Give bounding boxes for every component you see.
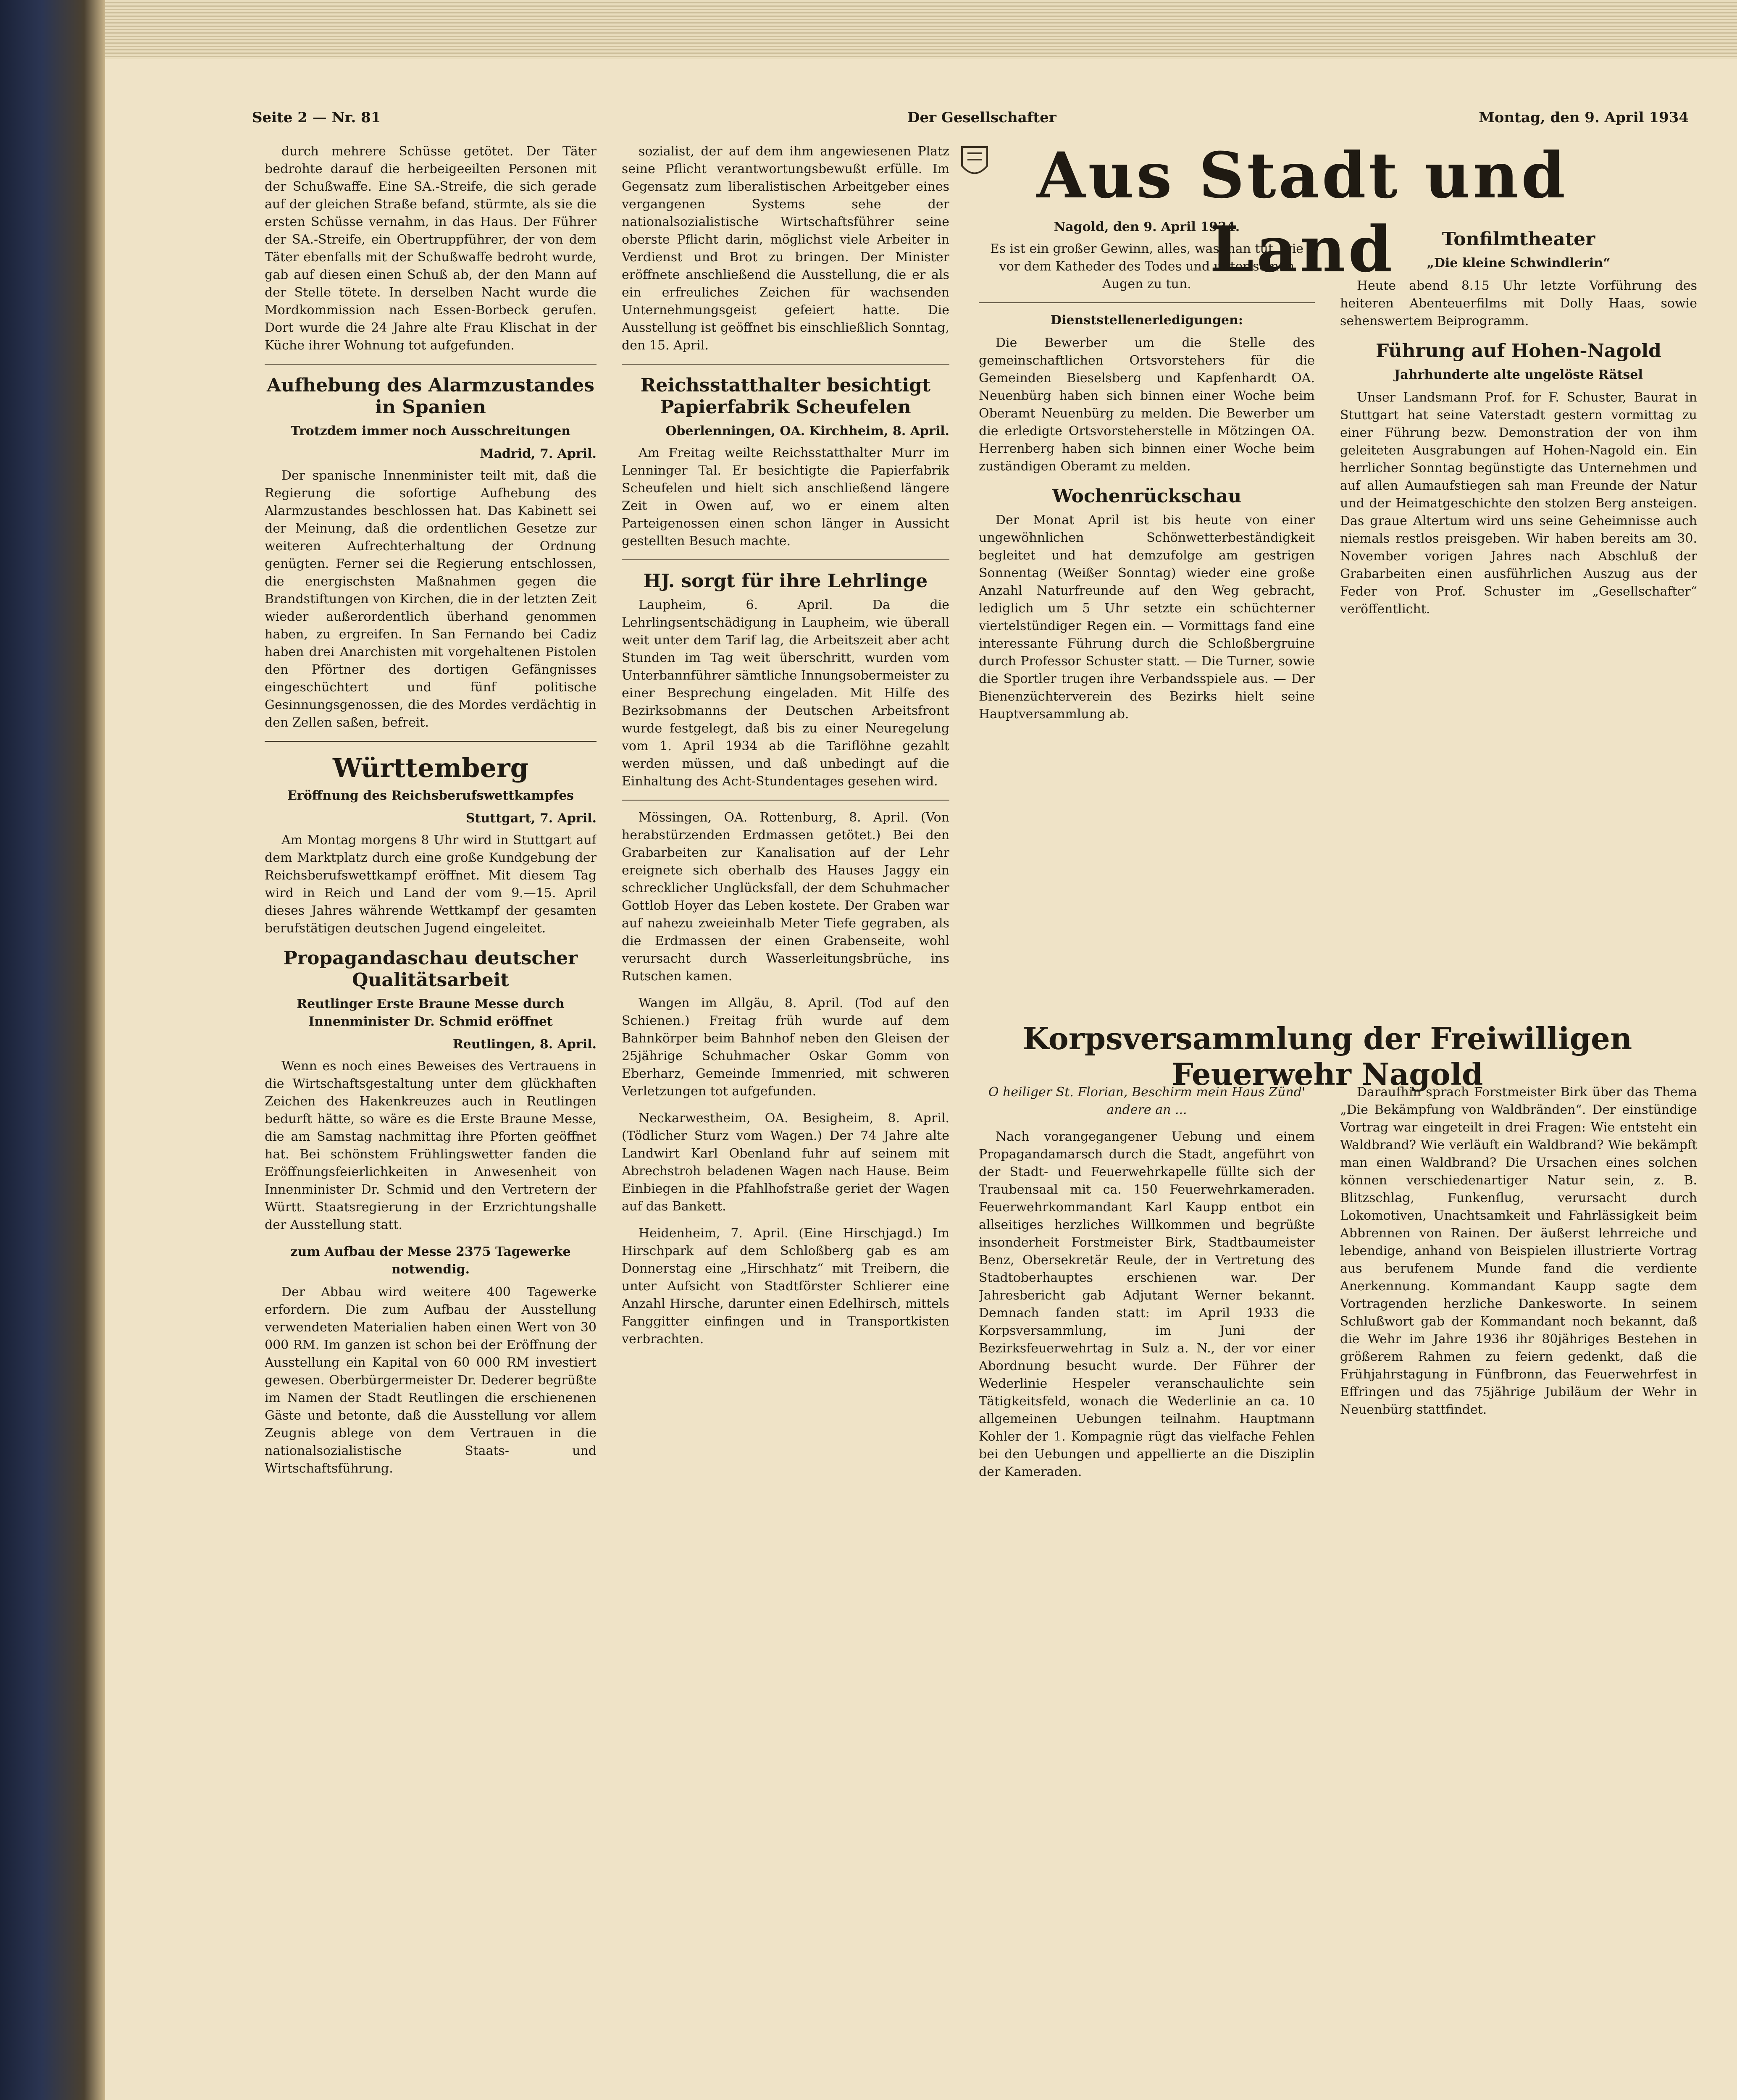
article-body: Die Bewerber um die Stelle des gemeinschaftlichen Ortsvorstehers für die Gemeinden Bieselsberg und Kapfenhardt OA. Neuenbürg haben sich binnen einer Woche beim Oberamt Neuenbürg zu melden. Die Bewerber um die erledigte Ortsvorsteherstelle in Mötzingen OA. Herrenberg haben sich binnen einer Woche beim zuständigen Oberamt zu melden. (979, 336, 1315, 474)
headline-hohen-nagold: Führung auf Hohen-Nagold (1376, 340, 1661, 362)
article-continuation: durch mehrere Schüsse getötet. Der Täter bedrohte darauf die herbeigeeilten Personen mit der Schußwaffe. Eine SA.-Streife, die sich gerade auf der gleichen Straße befand, stürmte, als sie die ersten Schüsse vernahm, in das Haus. Der Führer der SA.-Streife, ein Obertruppführer, der von dem Täter ebenfalls mit der Schußwaffe bedroht wurde, gab auf diesen einen Schuß ab, der den Mann auf der Stelle tötete. In derselben Nacht wurde die Mordkommission nach Essen-Borbeck gerufen. Dort wurde die 24 Jahre alte Frau Klischat in der Küche ihrer Wohnung tot aufgefunden. (265, 144, 597, 353)
page-number: Seite 2 — Nr. 81 (252, 109, 381, 126)
feuerwehr-column-right (1340, 1084, 1697, 2100)
article-body: Daraufhin sprach Forstmeister Birk über das Thema „Die Bekämpfung von Waldbränden“. Der einstündige Vortrag war eingeteilt in drei Fragen: Wie entsteht ein Waldbrand? Wie verläuft ein Waldbrand? Wie bekämpft man einen Waldbrand? Die Ursachen eines solchen können verschiedenartiger Natur sein, z. B. Blitzschlag, Funkenflug, verursacht durch Lokomotiven, Unachtsamkeit und Fahrlässigkeit beim Abbrennen von Rainen. Der äußerst lehrreiche und lebendige, anhand von Beispielen illustrierte Vortrag aus berufenem Munde fand die verdiente Anerkennung. Kommandant Kaupp sagte dem Vortragenden herzliche Dankesworte. In seinem Schlußwort gab der Kommandant noch bekannt, daß die Wehr im Jahre 1936 ihr 80jähriges Bestehen in größerem Rahmen zu feiern gedenkt, daß die Frühjahrstagung in Fünfbronn, das Feuerwehrfest in Effringen und das 75jährige Jubiläum der Wehr in Neuenbürg stattfindet. (1340, 1085, 1697, 1417)
motto: Es ist ein großer Gewinn, alles, was man tut, wie vor dem Katheder des Todes und unter seinen Augen zu tun. (990, 242, 1304, 291)
newspaper-name: Der Gesellschafter (907, 109, 1056, 126)
subheadline: Jahrhunderte alte ungelöste Rätsel (1394, 368, 1643, 382)
section-banner: Aus Stadt und Land (1036, 139, 1568, 286)
issue-date: Montag, den 9. April 1934 (1479, 109, 1689, 126)
feuerwehr-column-left (979, 1084, 1315, 2100)
article-body: Am Freitag weilte Reichsstatthalter Murr im Lenninger Tal. Er besichtigte die Papierfabrik Scheufelen und hielt sich anschließend längere Zeit in Owen auf, wo er einem alten Parteigenossen einen schon länger in Aussicht gestellten Besuch machte. (622, 446, 949, 549)
headline-tonfilm: Tonfilmtheater (1442, 228, 1595, 250)
article-body: Mössingen, OA. Rottenburg, 8. April. (Von herabstürzenden Erdmassen getötet.) Bei den Grabarbeiten zur Kanalisation auf der Lehr ereignete sich oberhalb des Hauses Jaggy ein schrecklicher Unglücksfall, der dem Schuhmacher Gottlob Hoyer das Leben kostete. Der Graben war auf nahezu zweieinhalb Meter Tiefe gegraben, als die Erdmassen der einen Grabenseite, wohl verursacht durch Wasserleitungsbrüche, ins Rutschen kamen. (622, 810, 949, 984)
dateline: Nagold, den 9. April 1934. (1054, 220, 1240, 234)
dateline: Reutlingen, 8. April. (452, 1037, 597, 1052)
book-binding (0, 0, 105, 2100)
divider (622, 559, 949, 560)
article-body: Nach vorangegangener Uebung und einem Propagandamarsch durch die Stadt, angeführt von der Stadt- und Feuerwehrkapelle füllte sich der Traubensaal mit ca. 150 Feuerwehrkameraden. Feuerwehrkommandant Karl Kaupp entbot ein allseitiges herzliches Willkommen und begrüßte insonderheit Forstmeister Birk, Stadtbaumeister Benz, Obersekretär Reule, der in Vertretung des Stadtoberhauptes erschienen war. Der Jahresbericht gab Adjutant Werner bekannt. Demnach fanden statt: im April 1933 die Korpsversammlung, im Juni der Bezirksfeuerwehrtag in Sulz a. N., der vor einer Abordnung besucht wurde. Der Führer der Wederlinie Hespeler veranschaulichte sein Tätigkeitsfeld, wonach die Wederlinie an ca. 10 allgemeinen Uebungen teilnahm. Hauptmann Kohler der 1. Kompagnie rügt das vielfache Fehlen bei den Uebungen und appellierte an die Disziplin der Kameraden. (979, 1129, 1315, 1479)
headline-wochenrueckschau: Wochenrückschau (1052, 486, 1242, 507)
article-body: Der Abbau wird weitere 400 Tagewerke erfordern. Die zum Aufbau der Ausstellung verwendeten Materialien haben einen Wert von 30 000 RM. Im ganzen ist schon bei der Eröffnung der Ausstellung ein Kapital von 60 000 RM investiert gewesen. Oberbürgermeister Dr. Dederer begrüßte im Namen der Stadt Reutlingen die erschienenen Gäste und betonte, daß die Ausstellung vor allem Zeugnis ablege von dem Vertrauen in die nationalsozialistische Staats- und Wirtschaftsführung. (265, 1285, 597, 1476)
dateline: Madrid, 7. April. (480, 446, 597, 461)
article-body: Wangen im Allgäu, 8. April. (Tod auf den Schienen.) Freitag früh wurde auf dem Bahnkörper beim Bahnhof neben den Gleisen der 25jährige Schuhmacher Oskar Gomm von Eberharz, Gemeinde Immenried, mit schweren Verletzungen tot aufgefunden. (622, 996, 949, 1099)
article-body: Der Monat April ist bis heute von einer ungewöhnlichen Schönwetterbeständigkeit begleitet und hat demzufolge am gestrigen Sonnentag (Weißer Sonntag) wieder eine große Anzahl Naturfreunde auf den Weg gebracht, lediglich um 5 Uhr setzte ein schüchterner viertelstündiger Regen ein. — Vormittags fand eine interessante Führung durch die Schloßbergruine durch Professor Schuster statt. — Die Turner, sowie die Sportler trugen ihre Verbandsspiele aus. — Der Bienenzüchterverein des Bezirks hielt seine Hauptversammlung ab. (979, 513, 1315, 722)
article-body: Der spanische Innenminister teilt mit, daß die Regierung die sofortige Aufhebung des Alarmzustandes beschlossen hat. Das Kabinett sei der Meinung, daß die ordentlichen Gesetze zur weiteren Aufrechterhaltung der Ordnung genügten. Ferner sei die Regierung entschlossen, die energischsten Maßnahmen gegen die Brandstiftungen von Kirchen, die in der letzten Zeit wieder außerordentlich überhand genommen haben, zu ergreifen. In San Fernando bei Cadiz haben drei Anarchisten mit vorgehaltenen Pistolen den Pförtner des dortigen Gefängnisses eingeschüchtert und fünf politische Gesinnungsgenossen, die des Mordes verdächtig in den Zellen saßen, befreit. (265, 468, 597, 730)
article-body: Heute abend 8.15 Uhr letzte Vorführung des heiteren Abenteuerfilms mit Dolly Haas, sowie sehenswertem Beiprogramm. (1340, 278, 1697, 328)
subheadline: Reutlinger Erste Braune Messe durch Innenminister Dr. Schmid eröffnet (297, 997, 565, 1029)
headline-spain: Aufhebung des Alarmzustandes in Spanien (267, 375, 594, 418)
verse: O heiliger St. Florian, Beschirm mein Haus Zünd' andere an ... (988, 1085, 1306, 1117)
page-header (252, 109, 1689, 134)
article-body: Laupheim, 6. April. Da die Lehrlingsentschädigung in Laupheim, wie überall weit unter dem Tarif lag, die Arbeitszeit aber acht Stunden im Tag weit überschritt, wurden vom Unterbannführer sämtliche Innungsobermeister zu einer Besprechung eingeladen. Mit Hilfe des Bezirksobmanns der Deutschen Arbeitsfront wurde festgelegt, daß bis zu einer Neuregelung vom 1. April 1934 ab die Tariflöhne gezahlt werden müssen, und daß unbedingt auf die Einhaltung des Acht-Stundentages gesehen wird. (622, 598, 949, 789)
article-body: Heidenheim, 7. April. (Eine Hirschjagd.) Im Hirschpark auf dem Schloßberg gab es am Donnerstag eine „Hirschhatz“ mit Treibern, die unter Aufsicht von Stadtförster Schlierer eine Anzahl Hirsche, darunter einen Edelhirsch, mittels Fanggitter einfingen und in Transportkisten verbrachten. (622, 1226, 949, 1347)
dateline: Oberlenningen, OA. Kirchheim, 8. April. (665, 424, 949, 438)
column-2 (622, 143, 949, 2100)
subheadline: Eröffnung des Reichsberufswettkampfes (287, 788, 574, 803)
divider (622, 364, 949, 365)
headline-propaganda: Propagandaschau deutscher Qualitätsarbeit (283, 948, 578, 991)
article-body: Unser Landsmann Prof. for F. Schuster, Baurat in Stuttgart hat seine Vaterstadt gestern vormittag zu einer Führung bezw. Demonstration der von ihm geleiteten Ausgrabungen auf Hohen-Nagold ein. Ein herrlicher Sonntag begünstigte das Unternehmen und auf allen Aumaufstiegen sah man Freunde der Natur und der Heimatgeschichte den stolzen Berg ansteigen. Das graue Altertum wird uns seine Geheimnisse auch niemals restlos preisgeben. Wir haben bereits am 30. November vorigen Jahres nach Abschluß der Grabarbeiten einen ausführlichen Auszug aus der Feder von Prof. Schuster im „Gesellschafter“ veröffentlicht. (1340, 390, 1697, 617)
subheadline: zum Aufbau der Messe 2375 Tagewerke notwendig. (290, 1244, 571, 1277)
article-body: Wenn es noch eines Beweises des Vertrauens in die Wirtschaftsgestaltung unter dem glückhaften Zeichen des Hakenkreuzes auch in Reutlingen bedurft hätte, so wäre es die Erste Braune Messe, die am Samstag nachmittag ihre Pforten geöffnet hat. Bei schönstem Frühlingswetter fanden die Eröffnungsfeierlichkeiten in Anwesenheit von Innenminister Dr. Schmid und den Vertretern der Württ. Staatsregierung in der Erzrichtungshalle der Ausstellung statt. (265, 1059, 597, 1232)
article-body: Am Montag morgens 8 Uhr wird in Stuttgart auf dem Marktplatz durch eine große Kundgebung der Reichsberufswettkampf eröffnet. Mit diesem Tag wird in Reich und Land der vom 9.—15. April dieses Jahres währende Wettkampf der gesamten berufstätigen deutschen Jugend eingeleitet. (265, 833, 597, 936)
page-edges (105, 0, 1737, 59)
divider (265, 364, 597, 365)
headline-hj: HJ. sorgt für ihre Lehrlinge (643, 570, 928, 592)
column-3 (979, 218, 1315, 1084)
article-continuation: sozialist, der auf dem ihm angewiesenen Platz seine Pflicht verantwortungsbewußt erfülle. Im Gegensatz zum liberalistischen Arbeitgeber eines vergangenen Systems sehe der nationalsozialistische Wirtschaftsführer seine oberste Pflicht darin, möglichst viele Arbeiter in Verdienst und Brot zu bringen. Der Minister eröffnete anschließend die Ausstellung, die er als ein erfreuliches Zeichen für wachsenden Unternehmungsgeist gefeiert hatte. Die Ausstellung ist geöffnet bis einschließlich Sonntag, den 15. April. (622, 144, 949, 353)
subheadline: „Die kleine Schwindlerin“ (1427, 256, 1611, 270)
dateline: Stuttgart, 7. April. (465, 811, 597, 826)
section-wuerttemberg: Württemberg (333, 753, 528, 783)
divider (622, 800, 949, 801)
column-4 (1340, 218, 1697, 1084)
subheadline: Trotzdem immer noch Ausschreitungen (290, 424, 571, 438)
headline-scheufelen: Reichsstatthalter besichtigt Papierfabrik Scheufelen (640, 375, 931, 418)
headline-dienststellen: Dienststellenerledigungen: (1051, 313, 1243, 328)
divider (265, 741, 597, 742)
column-1 (265, 143, 597, 2100)
headline-feuerwehr: Korpsversammlung der Freiwilligen Feuerwehr Nagold (1022, 1021, 1632, 1092)
divider (979, 302, 1315, 303)
article-body: Neckarwestheim, OA. Besigheim, 8. April. (Tödlicher Sturz vom Wagen.) Der 74 Jahre alte Landwirt Karl Obenland fuhr auf seinem mit Abrechstroh beladenen Wagen nach Hause. Beim Einbiegen in die Pfahlhofstraße geriet der Wagen auf das Bankett. (622, 1111, 949, 1214)
